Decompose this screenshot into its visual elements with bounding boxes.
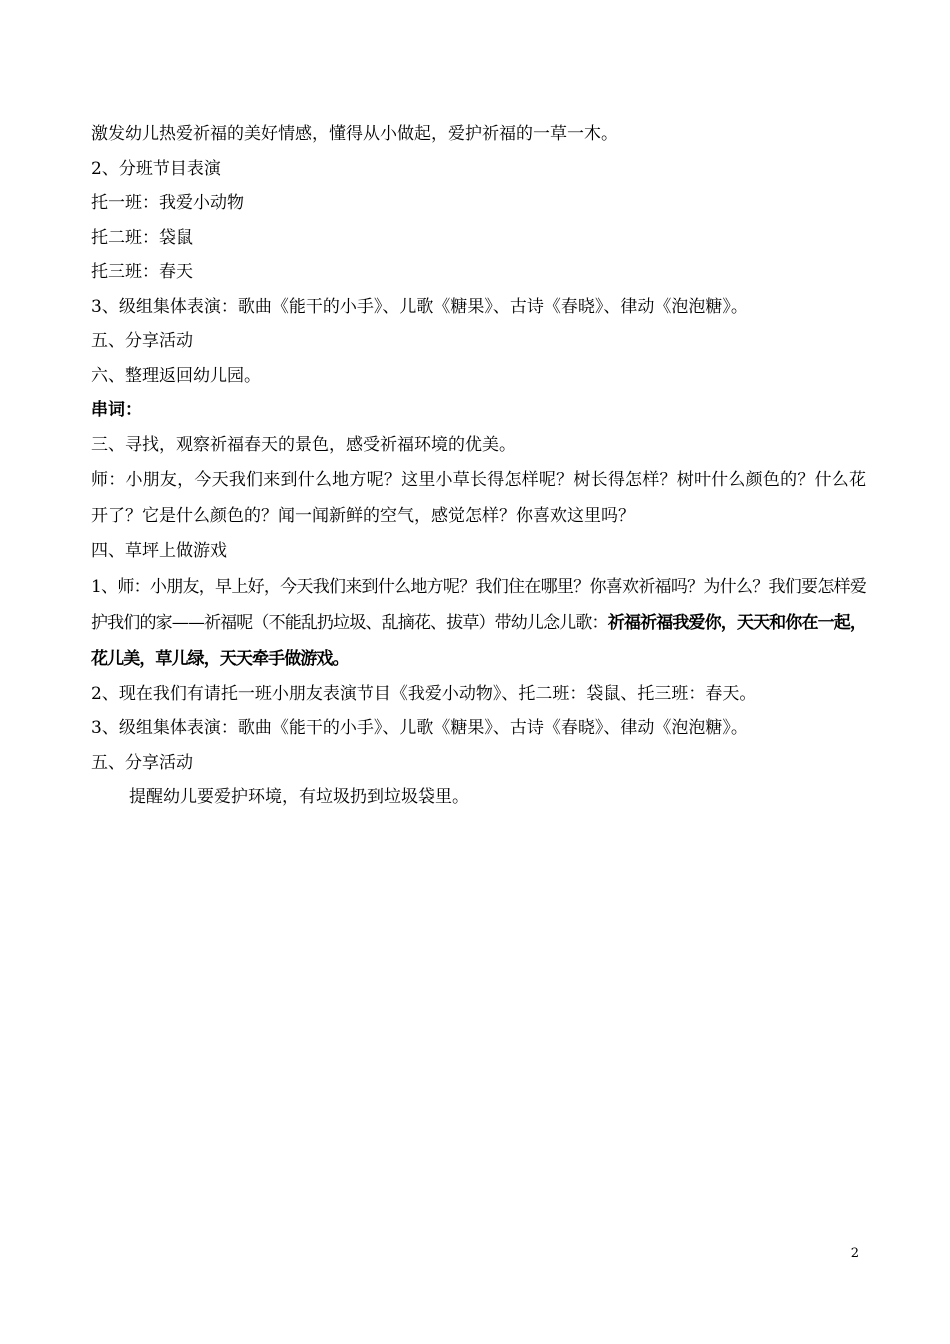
text-line: 3、级组集体表演：歌曲《能干的小手》、儿歌《糖果》、古诗《春晓》、律动《泡泡糖》。 <box>91 296 748 317</box>
text-line: 托一班：我爱小动物 <box>91 193 244 213</box>
section-heading: 六、整理返回幼儿园。 <box>91 365 261 386</box>
script-heading: 串词： <box>91 400 142 420</box>
page-number: 2 <box>850 1246 859 1261</box>
text-line: 提醒幼儿要爱护环境，有垃圾扔到垃圾袋里。 <box>129 787 469 807</box>
text-line: 2、现在我们有请托一班小朋友表演节目《我爱小动物》、托二班：袋鼠、托三班：春天。 <box>91 683 757 704</box>
section-heading: 五、分享活动 <box>91 752 193 773</box>
document-body <box>91 117 866 815</box>
section-heading: 2、分班节目表演 <box>91 158 221 179</box>
section-heading: 四、草坪上做游戏 <box>91 541 227 561</box>
paragraph <box>91 569 866 677</box>
text-line: 托二班：袋鼠 <box>91 227 193 248</box>
text-line: 3、级组集体表演：歌曲《能干的小手》、儿歌《糖果》、古诗《春晓》、律动《泡泡糖》。 <box>91 718 748 738</box>
bold-rhyme: 祈福祈福我爱你，天天和你在一起，花儿美，草儿绿，天天牵手做游戏。 <box>91 612 867 669</box>
paragraph-text: 1、师：小朋友，早上好，今天我们来到什么地方呢？我们住在哪里？你喜欢祈福吗？为什么？我们要怎样爱护我们的家——祈福呢（不能乱扔垃圾、乱摘花、拔草）带幼儿念儿歌： <box>91 576 866 633</box>
text-line: 激发幼儿热爱祈福的美好情感，懂得从小做起，爱护祈福的一草一木。 <box>91 124 618 144</box>
text-line: 托三班：春天 <box>91 262 193 282</box>
section-heading: 五、分享活动 <box>91 331 193 351</box>
section-heading: 三、寻找，观察祈福春天的景色，感受祈福环境的优美。 <box>91 434 516 455</box>
paragraph: 师：小朋友，今天我们来到什么地方呢？这里小草长得怎样呢？树长得怎样？树叶什么颜色的？什么花开了？它是什么颜色的？闻一闻新鲜的空气，感觉怎样？你喜欢这里吗？ <box>91 470 866 526</box>
